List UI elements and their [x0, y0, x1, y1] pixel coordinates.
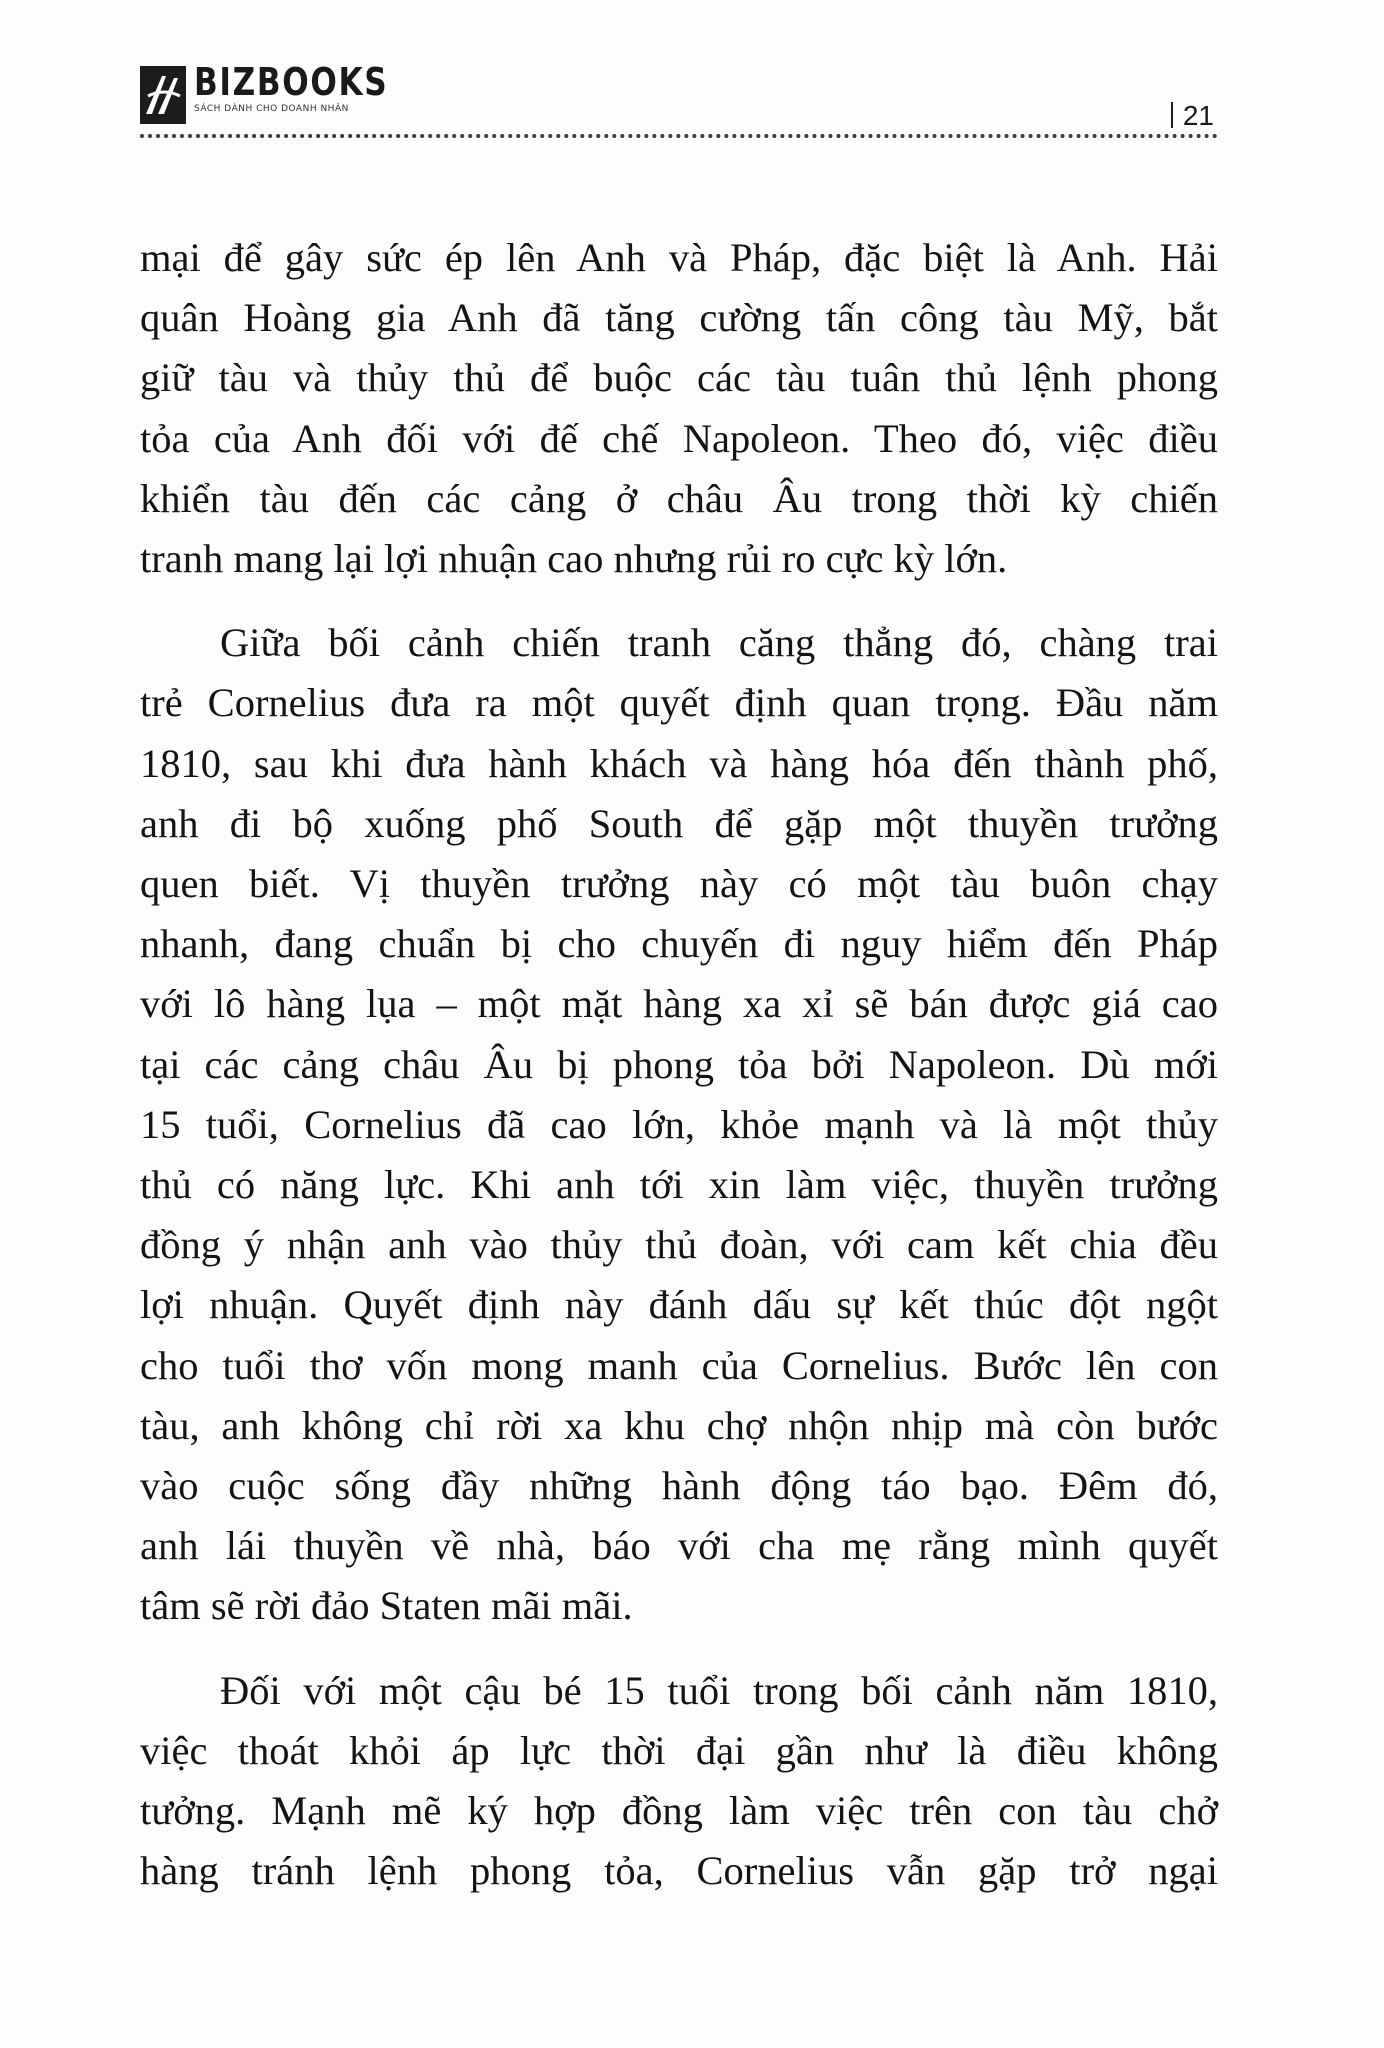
text-line: cho tuổi thơ vốn mong manh của Cornelius. Bước lên con	[140, 1342, 1218, 1388]
bizbooks-logo-icon	[140, 66, 186, 124]
text-line: đồng ý nhận anh vào thủy thủ đoàn, với cam kết chia đều	[140, 1222, 1218, 1268]
text-line: tại các cảng châu Âu bị phong tỏa bởi Napoleon. Dù mới	[140, 1041, 1218, 1087]
page-header	[140, 62, 1220, 142]
text-line: thủ có năng lực. Khi anh tới xin làm việc, thuyền trưởng	[140, 1162, 1218, 1208]
paragraph	[140, 1661, 1218, 1902]
text-line: Đối với một cậu bé 15 tuổi trong bối cảnh năm 1810,	[220, 1667, 1218, 1713]
page-number	[1171, 100, 1214, 132]
paragraph	[140, 228, 1218, 589]
page-number-value: 21	[1182, 100, 1214, 131]
publisher-logo	[140, 62, 431, 132]
text-line: anh đi bộ xuống phố South để gặp một thuyền trưởng	[140, 800, 1218, 846]
text-line: tâm sẽ rời đảo Staten mãi mãi.	[140, 1583, 633, 1629]
text-line: 15 tuổi, Cornelius đã cao lớn, khỏe mạnh và là một thủy	[140, 1101, 1218, 1147]
text-line: quân Hoàng gia Anh đã tăng cường tấn công tàu Mỹ, bắt	[140, 295, 1218, 341]
text-line: mại để gây sức ép lên Anh và Pháp, đặc biệt là Anh. Hải	[140, 235, 1218, 280]
text-line: việc thoát khỏi áp lực thời đại gần như là điều không	[140, 1727, 1218, 1773]
text-line: tưởng. Mạnh mẽ ký hợp đồng làm việc trên con tàu chở	[140, 1788, 1218, 1834]
brand-name: BIZBOOKS	[194, 60, 389, 104]
header-dotted-rule	[140, 134, 1218, 138]
text-line: với lô hàng lụa – một mặt hàng xa xỉ sẽ bán được giá cao	[140, 981, 1218, 1027]
text-line: vào cuộc sống đầy những hành động táo bạo. Đêm đó,	[140, 1463, 1218, 1509]
text-line: lợi nhuận. Quyết định này đánh dấu sự kết thúc đột ngột	[140, 1282, 1218, 1328]
text-line: tranh mang lại lợi nhuận cao nhưng rủi ro cực kỳ lớn.	[140, 536, 1008, 582]
brand-tagline: SÁCH DÀNH CHO DOANH NHÂN	[194, 104, 349, 114]
paragraph	[140, 613, 1218, 1636]
text-line: quen biết. Vị thuyền trưởng này có một tàu buôn chạy	[140, 861, 1218, 907]
text-line: Giữa bối cảnh chiến tranh căng thẳng đó, chàng trai	[220, 620, 1218, 666]
text-line: giữ tàu và thủy thủ để buộc các tàu tuân thủ lệnh phong	[140, 355, 1218, 401]
text-line: nhanh, đang chuẩn bị cho chuyến đi nguy hiểm đến Pháp	[140, 921, 1218, 967]
page-number-divider	[1171, 102, 1173, 128]
body-text	[140, 228, 1218, 1901]
text-line: anh lái thuyền về nhà, báo với cha mẹ rằng mình quyết	[140, 1523, 1218, 1569]
text-line: tỏa của Anh đối với đế chế Napoleon. Theo đó, việc điều	[140, 415, 1218, 461]
text-line: khiển tàu đến các cảng ở châu Âu trong thời kỳ chiến	[140, 475, 1218, 521]
text-line: 1810, sau khi đưa hành khách và hàng hóa đến thành phố,	[140, 740, 1218, 786]
text-line: trẻ Cornelius đưa ra một quyết định quan trọng. Đầu năm	[140, 680, 1218, 726]
text-line: hàng tránh lệnh phong tỏa, Cornelius vẫn gặp trở ngại	[140, 1848, 1218, 1894]
text-line: tàu, anh không chỉ rời xa khu chợ nhộn nhịp mà còn bước	[140, 1402, 1218, 1448]
